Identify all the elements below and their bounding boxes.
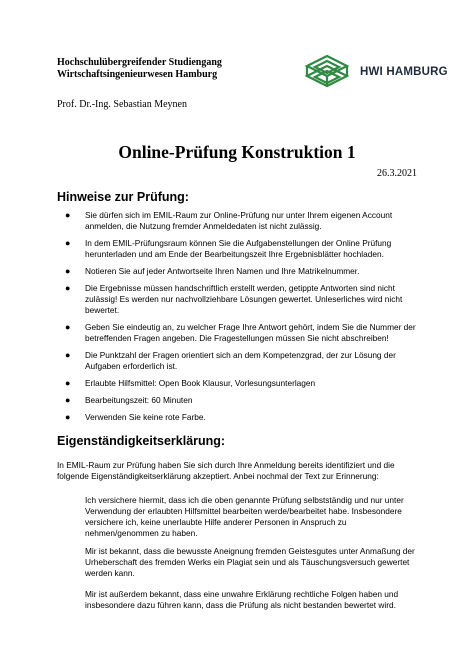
bullet-icon: ●: [65, 350, 71, 360]
list-item-text: Erlaubte Hilfsmittel: Open Book Klausur, Vorlesungsunterlagen: [85, 378, 316, 388]
hints-list: [57, 210, 429, 429]
bullet-icon: ●: [65, 266, 71, 276]
declaration-paragraph: Mir ist bekannt, dass die bewusste Aneignung fremden Geistesgutes unter Anmaßung der Urheberschaft des fremden Werks ein Plagiat sein und als Täuschungsversuch gewertet werden kann.: [85, 546, 415, 578]
declaration-paragraph: Mir ist außerdem bekannt, dass eine unwahre Erklärung rechtliche Folgen haben und insbesondere dazu führen kann, dass die Prüfung als nicht bestanden bewertet wird.: [85, 589, 399, 610]
list-item: [57, 378, 429, 389]
list-item-text: Verwenden Sie keine rote Farbe.: [85, 412, 206, 422]
list-item-text: Die Ergebnisse müssen handschriftlich erstellt werden, getippte Antworten sind nicht zulässig! Es werden nur nachvollziehbare Lösungen gewertet. Unleserliches wird nicht bewertet.: [85, 283, 403, 315]
hints-heading: Hinweise zur Prüfung:: [57, 190, 189, 204]
list-item: [57, 322, 429, 344]
bullet-icon: ●: [65, 412, 71, 422]
list-item-text: Notieren Sie auf jeder Antwortseite Ihren Namen und Ihre Matrikelnummer.: [85, 266, 360, 276]
institution-line-1: Hochschulübergreifender Studiengang: [57, 57, 222, 68]
list-item: [57, 283, 429, 316]
institution-name: [57, 57, 222, 81]
institution-line-2: Wirtschaftsingenieurwesen Hamburg: [57, 69, 218, 80]
list-item: [57, 395, 429, 406]
declaration-heading: Eigenständigkeitserklärung:: [57, 434, 226, 448]
list-item: [57, 266, 429, 277]
bullet-icon: ●: [65, 210, 71, 220]
declaration-paragraph: Ich versichere hiermit, dass ich die oben genannte Prüfung selbstständig und nur unter Verwendung der erlaubten Hilfsmittel bearbeiten werde/bearbeitet habe. Insbesondere versichere ich, keine unerlaubte Hilfe anderer Personen in Anspruch zu nehmen/genommen zu haben.: [85, 495, 404, 538]
professor-name: Prof. Dr.-Ing. Sebastian Meynen: [57, 99, 187, 110]
list-item-text: Sie dürfen sich im EMIL-Raum zur Online-Prüfung nur unter Ihrem eigenen Account anmelden, die Nutzung fremder Anmeldedaten ist nicht zulässig.: [85, 210, 393, 231]
bullet-icon: ●: [65, 238, 71, 248]
bullet-icon: ●: [65, 395, 71, 405]
list-item-text: Die Punktzahl der Fragen orientiert sich an dem Kompetenzgrad, der zur Lösung der Aufgaben erforderlich ist.: [85, 350, 396, 371]
exam-date: 26.3.2021: [377, 168, 417, 179]
bullet-icon: ●: [65, 322, 71, 332]
logo-text: HWI HAMBURG: [360, 66, 448, 78]
bullet-icon: ●: [65, 283, 71, 293]
list-item-text: Geben Sie eindeutig an, zu welcher Frage Ihre Antwort gehört, indem Sie die Nummer der betreffenden Fragen angeben. Die Fragestellungen müssen Sie nicht abschreiben!: [85, 322, 416, 343]
bullet-icon: ●: [65, 378, 71, 388]
list-item: [57, 238, 429, 260]
list-item: [57, 350, 429, 372]
declaration-intro: In EMIL-Raum zur Prüfung haben Sie sich durch Ihre Anmeldung bereits identifiziert und die folgende Eigenständigkeitserklärung akzeptiert. Anbei nochmal der Text zur Erinnerung:: [57, 460, 395, 481]
list-item-text: In dem EMIL-Prüfungsraum können Sie die Aufgabenstellungen der Online Prüfung herunterladen und am Ende der Bearbeitungszeit Ihre Ergebnisblätter hochladen.: [85, 238, 392, 259]
list-item: [57, 412, 429, 423]
list-item-text: Bearbeitungszeit: 60 Minuten: [85, 395, 193, 405]
list-item: [57, 210, 429, 232]
page-title: Online-Prüfung Konstruktion 1: [118, 142, 356, 162]
